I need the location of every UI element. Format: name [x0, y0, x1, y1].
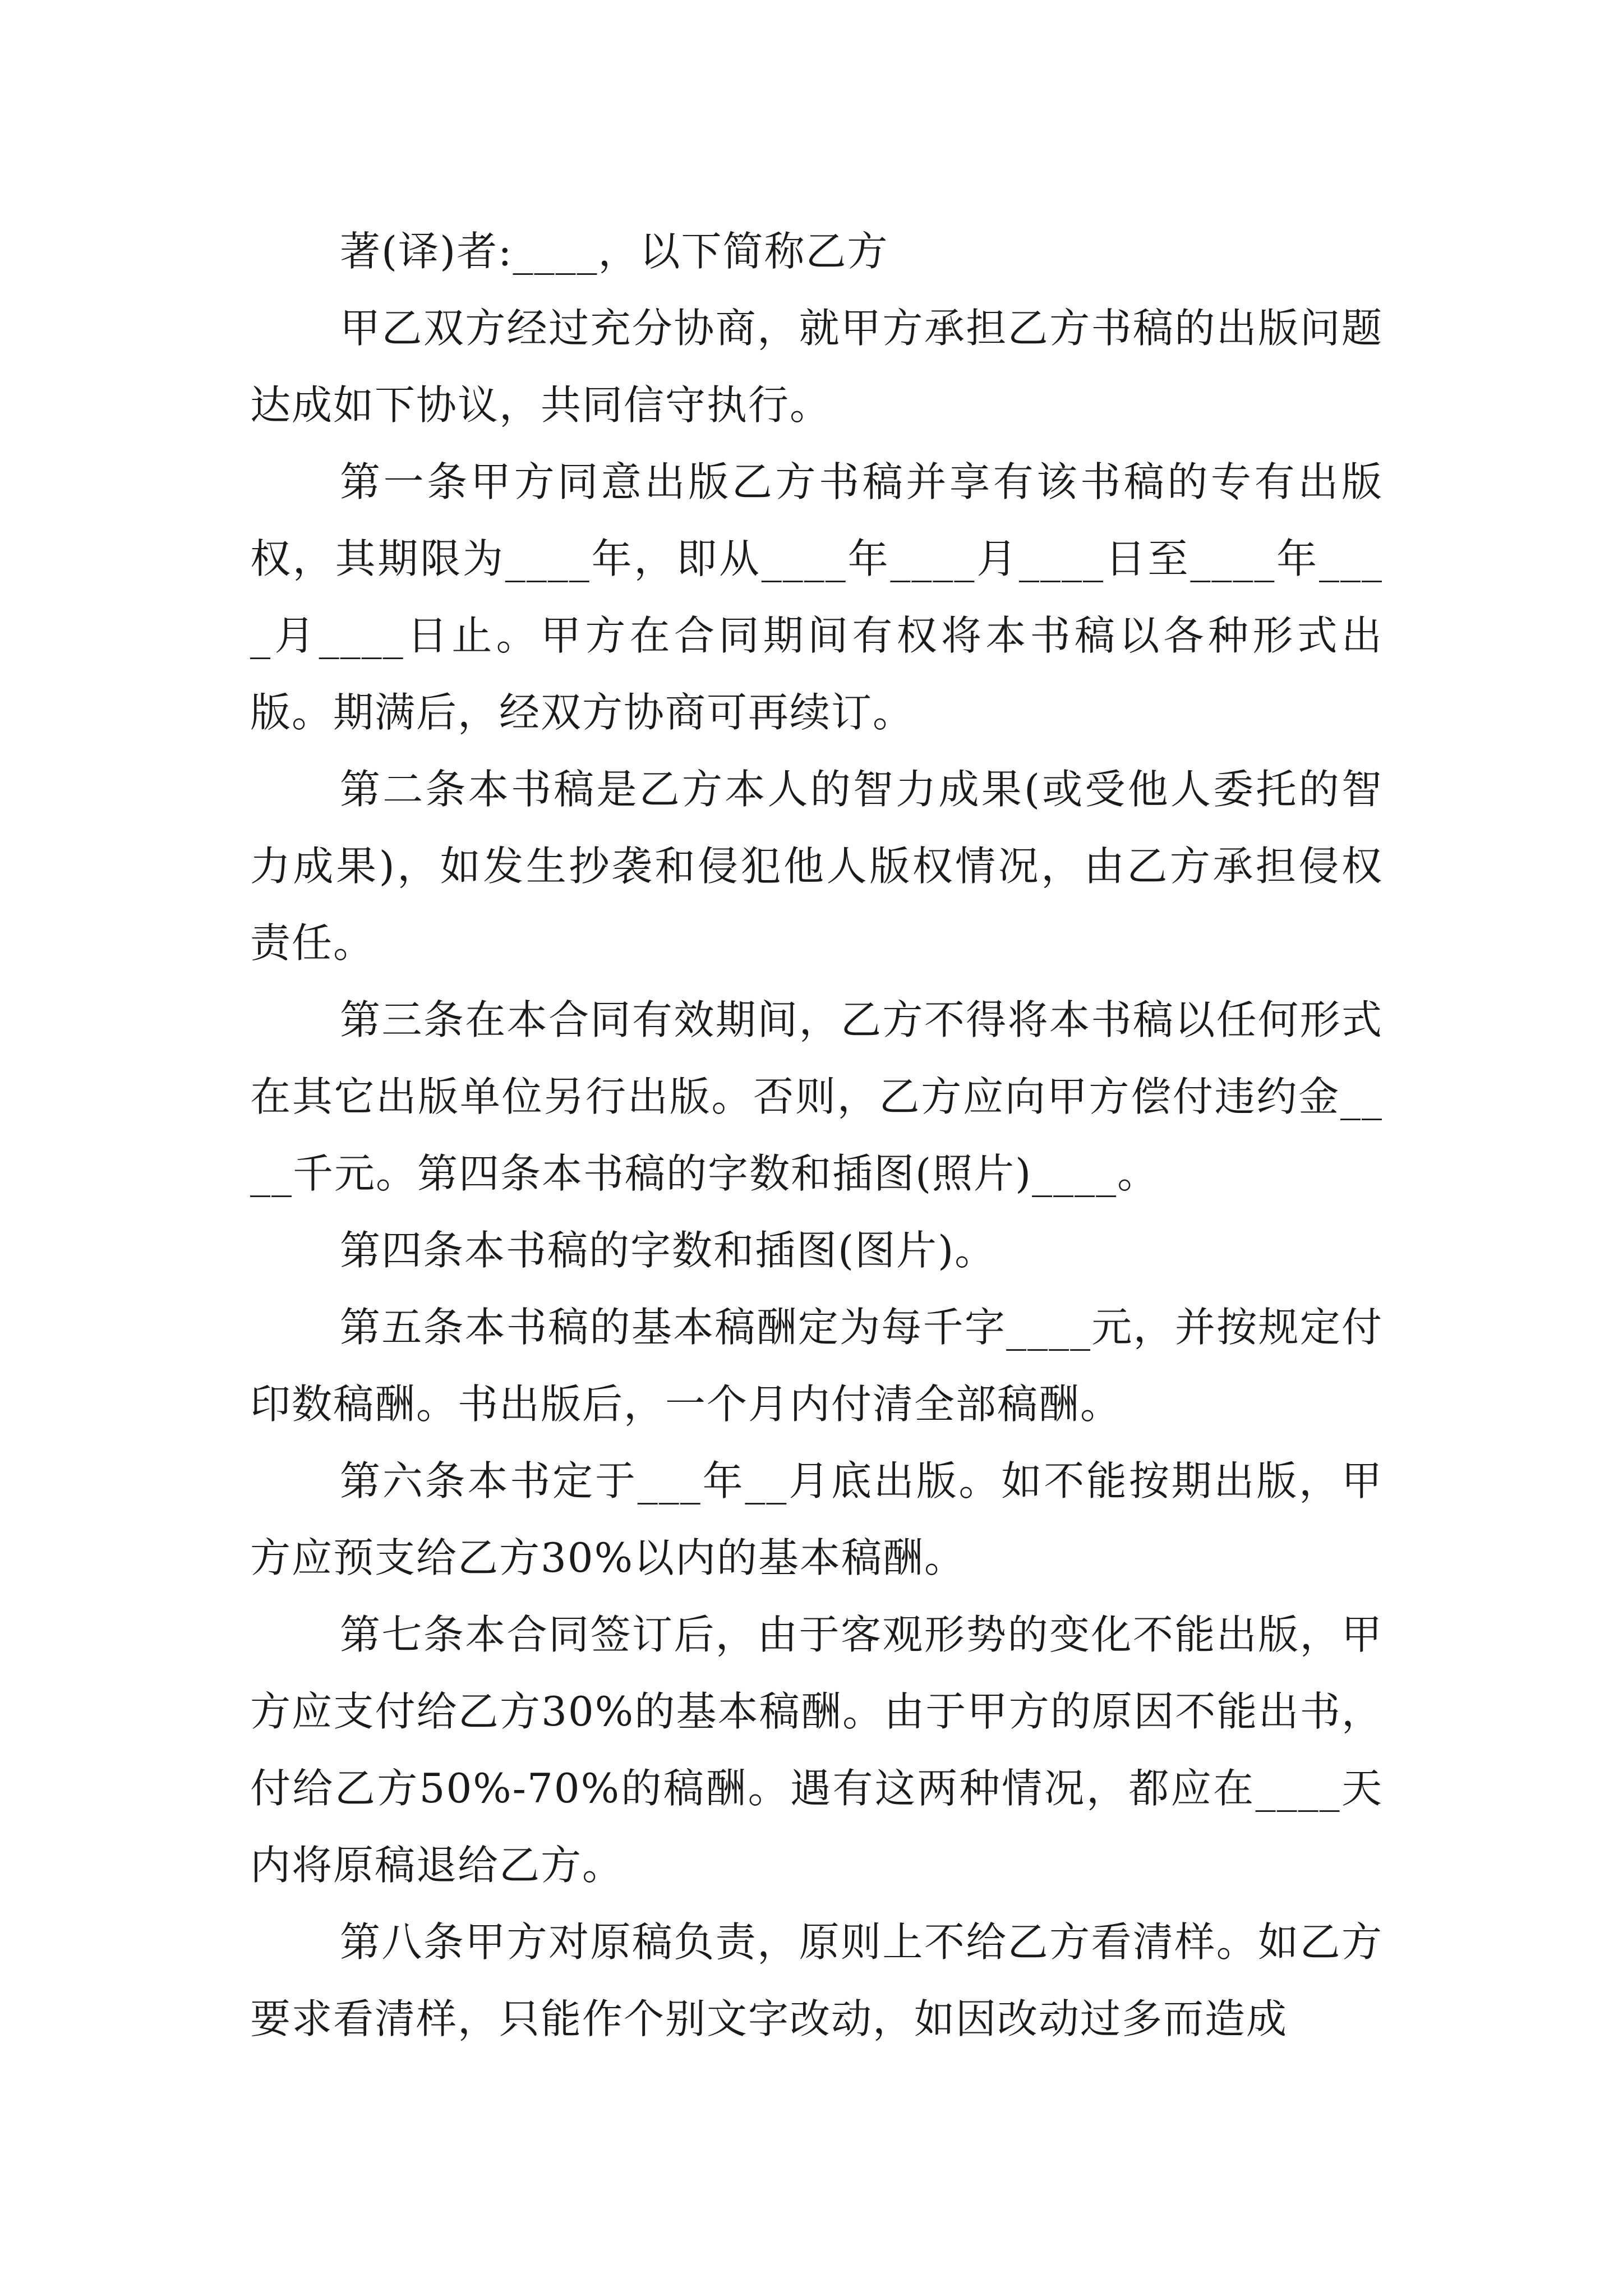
paragraph-author: 著(译)者:____，以下简称乙方	[340, 228, 889, 275]
paragraph-article-3: 第三条在本合同有效期间，乙方不得将本书稿以任何形式在其它出版单位另行出版。否则，乙方应向甲方偿付违约金____千元。第四条本书稿的字数和插图(照片)____。	[250, 996, 1383, 1197]
paragraph-article-8: 第八条甲方对原稿负责，原则上不给乙方看清样。如乙方要求看清样，只能作个别文字改动，如因改动过多而造成	[250, 1918, 1383, 2042]
paragraph-preamble: 甲乙双方经过充分协商，就甲方承担乙方书稿的出版问题达成如下协议，共同信守执行。	[250, 305, 1383, 429]
paragraph-article-1: 第一条甲方同意出版乙方书稿并享有该书稿的专有出版权，其期限为____年，即从____年____月____日至____年____月____日止。甲方在合同期间有权将本书稿以各种形式出版。期满后，经双方协商可再续订。	[250, 458, 1383, 736]
paragraph-article-7: 第七条本合同签订后，由于客观形势的变化不能出版，甲方应支付给乙方30%的基本稿酬。由于甲方的原因不能出书，付给乙方50%-70%的稿酬。遇有这两种情况，都应在____天内将原稿退给乙方。	[250, 1611, 1383, 1889]
paragraph-article-2: 第二条本书稿是乙方本人的智力成果(或受他人委托的智力成果)，如发生抄袭和侵犯他人版权情况，由乙方承担侵权责任。	[250, 766, 1383, 967]
document-page	[250, 213, 1383, 2058]
paragraph-article-6: 第六条本书定于___年__月底出版。如不能按期出版，甲方应预支给乙方30%以内的基本稿酬。	[250, 1457, 1383, 1581]
paragraph-article-5: 第五条本书稿的基本稿酬定为每千字____元，并按规定付印数稿酬。书出版后，一个月内付清全部稿酬。	[250, 1304, 1383, 1428]
paragraph-article-4: 第四条本书稿的字数和插图(图片)。	[340, 1227, 997, 1274]
